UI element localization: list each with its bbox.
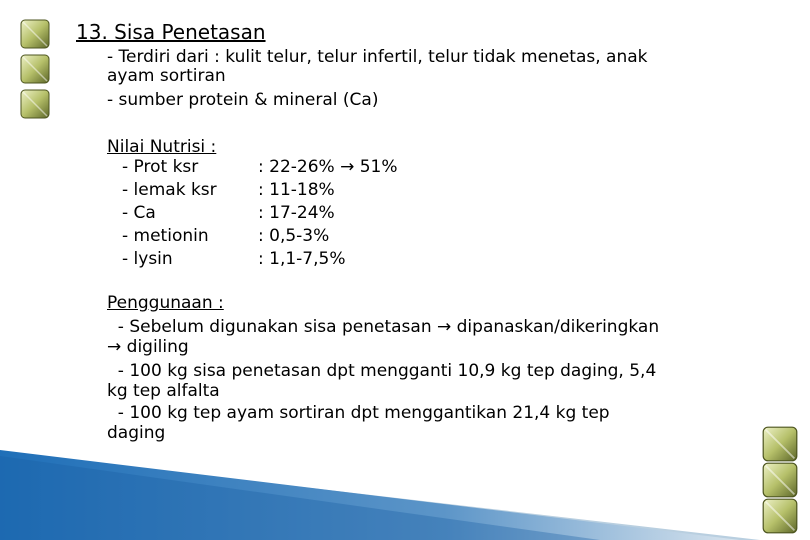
nutrition-value: : 22-26% → 51% [258,157,398,177]
nutrition-value: : 17-24% [258,203,335,223]
usage-line: daging [107,423,166,443]
nutrition-label: - lemak ksr [122,180,217,200]
bullet-decoration-icon [20,19,50,49]
usage-line: - Sebelum digunakan sisa penetasan → dipanaskan/dikeringkan [107,317,660,337]
intro-line: - sumber protein & mineral (Ca) [107,90,379,110]
slide-title: 13. Sisa Penetasan [76,20,266,44]
nutrition-value: : 1,1-7,5% [258,249,346,269]
intro-line: - Terdiri dari : kulit telur, telur infertil, telur tidak menetas, anak [107,47,648,67]
intro-line: ayam sortiran [107,66,226,86]
nutrition-label: - metionin [122,226,209,246]
bullet-decoration-icon [20,89,50,119]
nutrition-value: : 0,5-3% [258,226,330,246]
nutrition-label: - lysin [122,249,173,269]
usage-line: - 100 kg sisa penetasan dpt mengganti 10,9 kg tep daging, 5,4 [107,361,657,381]
nutrition-value: : 11-18% [258,180,335,200]
bullet-decoration-icon [20,54,50,84]
usage-heading: Penggunaan : [107,293,224,313]
usage-line: - 100 kg tep ayam sortiran dpt menggantikan 21,4 kg tep [107,403,610,423]
nutrition-label: - Prot ksr [122,157,199,177]
nutrition-label: - Ca [122,203,156,223]
slide-footer-wedge [0,450,810,540]
nutrition-heading: Nilai Nutrisi : [107,137,217,157]
usage-line: kg tep alfalta [107,381,220,401]
usage-line: → digiling [107,337,189,357]
